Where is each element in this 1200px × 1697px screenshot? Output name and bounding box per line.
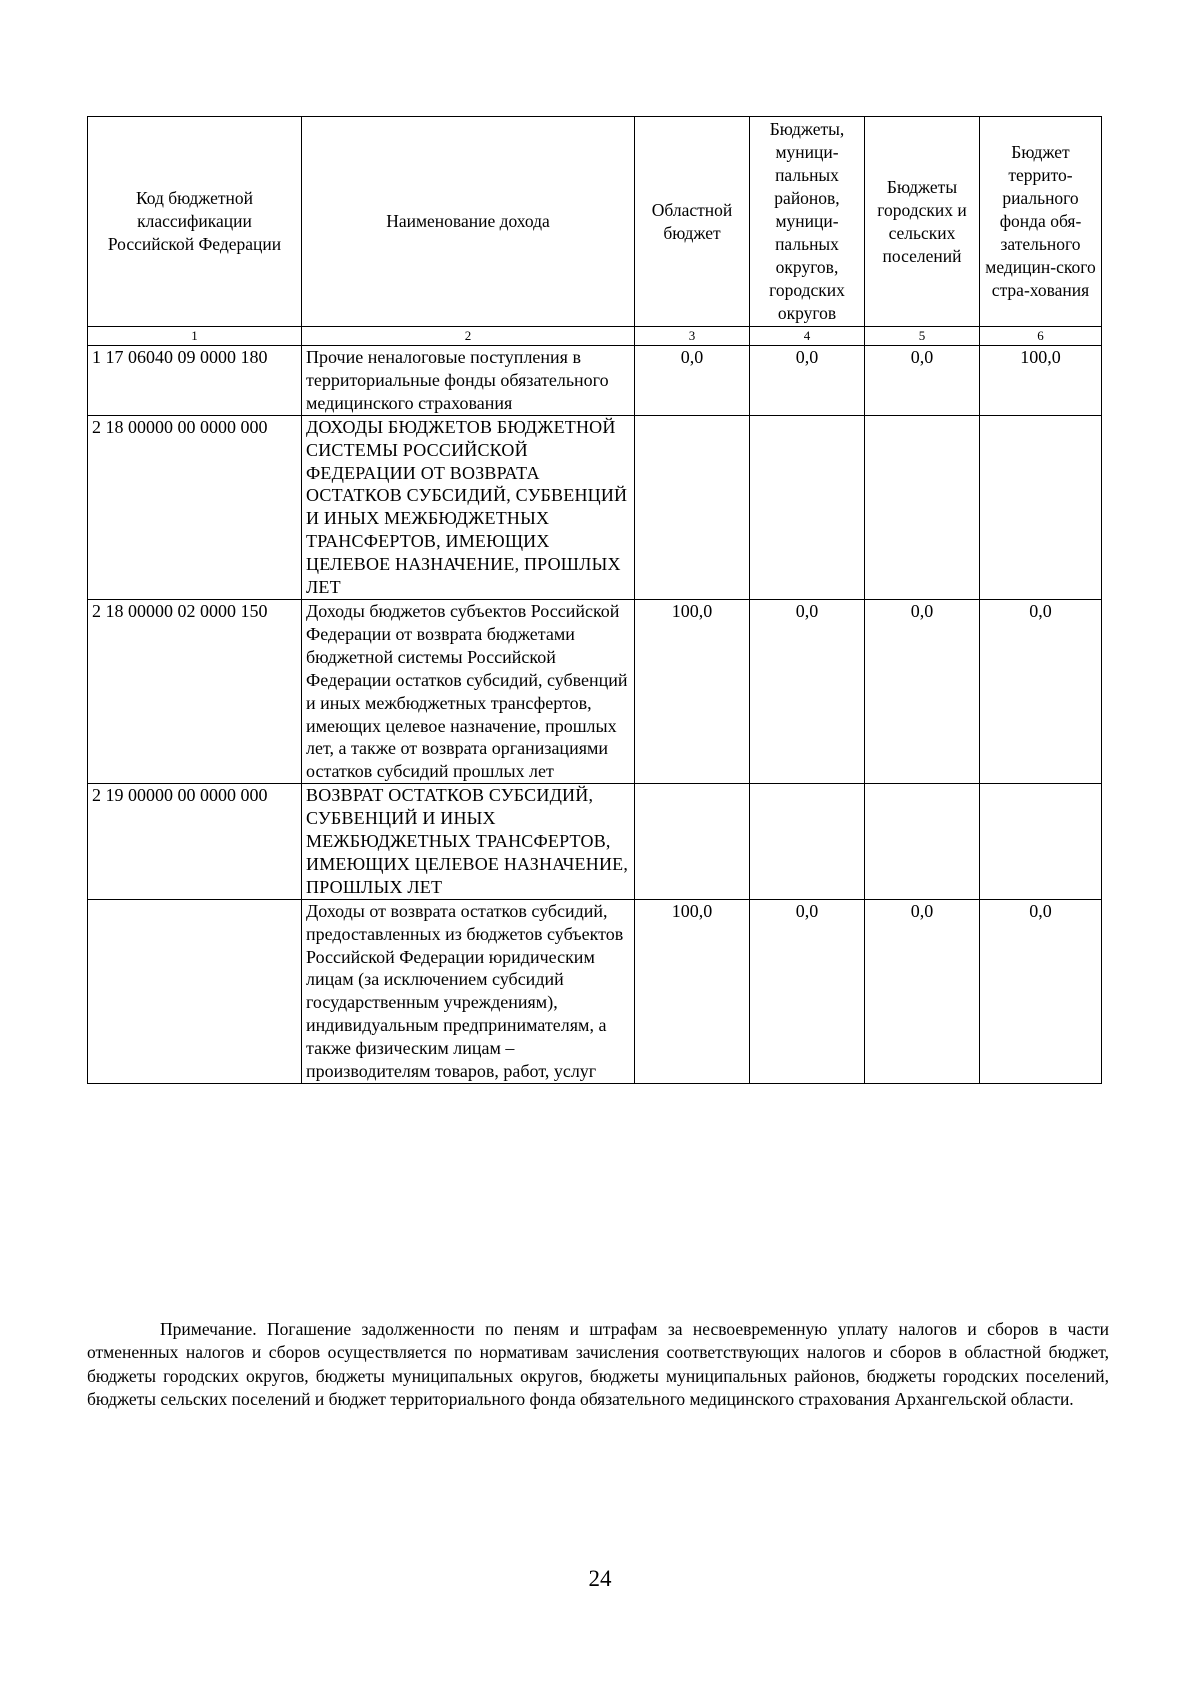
header-municipal-budgets: Бюджеты, муници-пальных районов, муници-пальных округов, городских округов — [750, 117, 865, 327]
row-value-settlement — [865, 784, 980, 900]
row-code: 1 17 06040 09 0000 180 — [88, 346, 302, 416]
header-insurance-fund: Бюджет террито-риального фонда обя-зательного медицин-ского стра-хования — [980, 117, 1102, 327]
column-number: 5 — [865, 327, 980, 346]
column-number: 3 — [635, 327, 750, 346]
row-value-settlement: 0,0 — [865, 599, 980, 783]
row-value-municipal — [750, 784, 865, 900]
header-settlement-budgets: Бюджеты городских и сельских поселений — [865, 117, 980, 327]
row-value-fund — [980, 415, 1102, 599]
revenue-distribution-table — [87, 116, 1102, 1084]
row-value-regional: 100,0 — [635, 899, 750, 1083]
header-regional-budget: Областной бюджет — [635, 117, 750, 327]
row-name: ДОХОДЫ БЮДЖЕТОВ БЮДЖЕТНОЙ СИСТЕМЫ РОССИЙСКОЙ ФЕДЕРАЦИИ ОТ ВОЗВРАТА ОСТАТКОВ СУБСИДИЙ, СУБВЕНЦИЙ И ИНЫХ МЕЖБЮДЖЕТНЫХ ТРАНСФЕРТОВ, ИМЕЮЩИХ ЦЕЛЕВОЕ НАЗНАЧЕНИЕ, ПРОШЛЫХ ЛЕТ — [302, 415, 635, 599]
row-value-municipal: 0,0 — [750, 346, 865, 416]
row-value-regional — [635, 784, 750, 900]
row-value-settlement: 0,0 — [865, 346, 980, 416]
table-row — [88, 599, 1102, 783]
footnote — [87, 1318, 1109, 1412]
row-name: Прочие неналоговые поступления в территориальные фонды обязательного медицинского страхования — [302, 346, 635, 416]
row-name: ВОЗВРАТ ОСТАТКОВ СУБСИДИЙ, СУБВЕНЦИЙ И ИНЫХ МЕЖБЮДЖЕТНЫХ ТРАНСФЕРТОВ, ИМЕЮЩИХ ЦЕЛЕВОЕ НАЗНАЧЕНИЕ, ПРОШЛЫХ ЛЕТ — [302, 784, 635, 900]
row-value-municipal: 0,0 — [750, 599, 865, 783]
row-value-settlement — [865, 415, 980, 599]
row-code: 2 18 00000 00 0000 000 — [88, 415, 302, 599]
row-value-fund: 0,0 — [980, 599, 1102, 783]
row-code: 2 19 00000 00 0000 000 — [88, 784, 302, 900]
row-value-fund — [980, 784, 1102, 900]
footnote-text: Примечание. Погашение задолженности по пеням и штрафам за несвоевременную уплату налогов и сборов в части отмененных налогов и сборов осуществляется по нормативам зачисления соответствующих налогов и сборов в областной бюджет, бюджеты городских округов, бюджеты муниципальных округов, бюджеты муниципальных районов, бюджеты городских поселений, бюджеты сельских поселений и бюджет территориального фонда обязательного медицинского страхования Архангельской области. — [87, 1319, 1109, 1410]
row-name: Доходы от возврата остатков субсидий, предоставленных из бюджетов субъектов Российской Федерации юридическим лицам (за исключением субсидий государственным учреждениям), индивидуальным предпринимателям, а также физическим лицам – производителям товаров, работ, услуг — [302, 899, 635, 1083]
column-number-row — [88, 327, 1102, 346]
table-row — [88, 346, 1102, 416]
column-number: 4 — [750, 327, 865, 346]
row-code — [88, 899, 302, 1083]
row-value-regional — [635, 415, 750, 599]
header-code: Код бюджетной классификации Российской Федерации — [88, 117, 302, 327]
table-header-row — [88, 117, 1102, 327]
page-number: 24 — [588, 1566, 612, 1591]
row-code: 2 18 00000 02 0000 150 — [88, 599, 302, 783]
table-row — [88, 784, 1102, 900]
table-row — [88, 415, 1102, 599]
row-value-regional: 0,0 — [635, 346, 750, 416]
row-value-regional: 100,0 — [635, 599, 750, 783]
row-value-fund: 0,0 — [980, 899, 1102, 1083]
row-value-municipal — [750, 415, 865, 599]
row-name: Доходы бюджетов субъектов Российской Федерации от возврата бюджетами бюджетной системы Российской Федерации остатков субсидий, субвенций и иных межбюджетных трансфертов, имеющих целевое назначение, прошлых лет, а также от возврата организациями остатков субсидий прошлых лет — [302, 599, 635, 783]
header-name: Наименование дохода — [302, 117, 635, 327]
row-value-municipal: 0,0 — [750, 899, 865, 1083]
column-number: 2 — [302, 327, 635, 346]
column-number: 1 — [88, 327, 302, 346]
column-number: 6 — [980, 327, 1102, 346]
table-row — [88, 899, 1102, 1083]
row-value-fund: 100,0 — [980, 346, 1102, 416]
row-value-settlement: 0,0 — [865, 899, 980, 1083]
